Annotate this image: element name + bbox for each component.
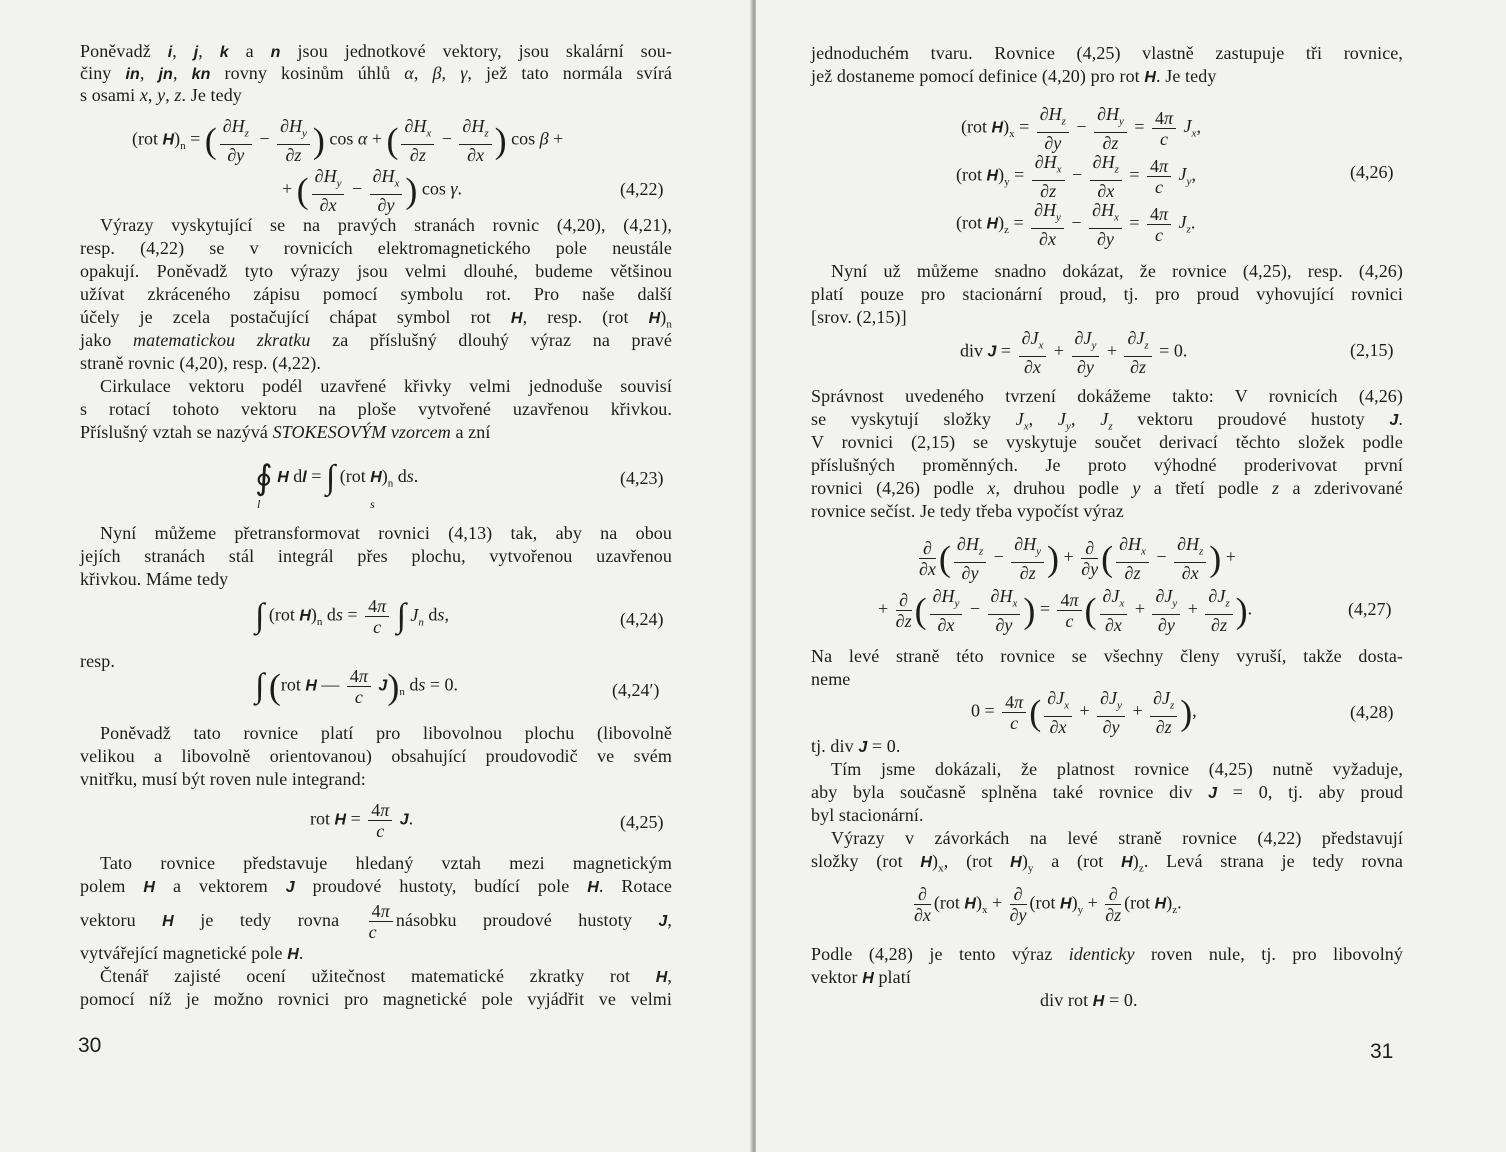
text-line: činy in, jn, kn rovny kosinům úhlů α, β, γ, jež tato normála svírá — [80, 63, 673, 83]
text-line: neme — [811, 669, 851, 689]
text-line: rovnice sečíst. Je tedy třeba vypočíst výraz — [811, 501, 1124, 521]
text-line: Nyní už můžeme snadno dokázat, že rovnice (4,25), resp. (4,26) — [831, 261, 1403, 281]
text-line: straně rovnic (4,20), resp. (4,22). — [80, 353, 321, 373]
equation-number: (4,24′) — [612, 680, 660, 700]
text-line: vnitřku, musí být roven nule integrand: — [80, 769, 366, 789]
left-page — [0, 0, 752, 1152]
text-line: Výrazy vyskytující se na pravých stranách rovnic (4,20), (4,21), — [100, 215, 672, 235]
text-line: jež dostaneme pomocí definice (4,20) pro rot H. Je tedy — [811, 66, 1217, 86]
equation-number: (2,15) — [1350, 340, 1394, 360]
text-line: Poněvadž tato rovnice platí pro libovolnou plochu (libovolně — [100, 723, 672, 743]
equation-4-27-line1: ∂ ∂x ( $\frac{\partial H_z}{\partial y}$ − $\frac{\partial H_y}{\partial z}$ ) + ∂ ∂y ( $\frac{\partial H_x}{\partial z}$ − $\frac{\partial H_z}{\partial x}$ ) + — [919, 534, 1236, 583]
text-line: užívat zkráceného zápisu pomocí symbolu rot. Pro naše další — [80, 284, 672, 304]
text-line: vektor H platí — [811, 967, 911, 987]
text-line: pomocí níž je možno rovnici pro magnetické pole vyjádřit ve velmi — [80, 989, 672, 1009]
text-line: velikou a libovolně orientovanou) obsahující proudovodič ve svém — [80, 746, 672, 766]
equation-4-25: rot H = $\frac{4\pi}{c}$ J. — [310, 800, 414, 841]
text-line: jednoduchém tvaru. Rovnice (4,25) vlastně zastupuje tři rovnice, — [811, 43, 1403, 63]
equation-div-rot: div rot H = 0. — [1040, 990, 1138, 1010]
text-line: Čtenář zajisté ocení užitečnost matematické zkratky rot H, — [100, 966, 672, 986]
text-line: V rovnici (2,15) se vyskytuje součet derivací těchto složek podle — [811, 432, 1403, 452]
text-line: jako matematickou zkratku za příslušný dlouhý výraz na pravé — [80, 330, 673, 350]
text-line: Příslušný vztah se nazývá STOKESOVÝM vzorcem a zní — [80, 422, 491, 442]
equation-4-27-line2: + ∂ ∂z ( $\frac{\partial H_y}{\partial x}$ − $\frac{\partial H_x}{\partial y}$ ) = $\frac{4\pi}{c}$ ( $\frac{\partial J_x}{\partial x}$ + $\frac{\partial J_y}{\partial y}$ + $\frac{\partial J_z}{\partial z}$ ). — [878, 586, 1253, 635]
page-number: 30 — [78, 1034, 102, 1057]
text-line: vektoru H je tedy rovna $\frac{4\pi}{c}$ násobku proudové hustoty J, — [80, 901, 672, 943]
text-line: polem H a vektorem J proudové hustoty, budící pole H. Rotace — [80, 876, 673, 896]
equation-4-24-prime: ∫ (rot H — $\frac{4\pi}{c}$ $J)_n$ ds = 0. — [255, 666, 458, 707]
text-line: Na levé straně této rovnice se všechny členy vyruší, takže dosta- — [811, 646, 1403, 666]
equation-number: (4,22) — [620, 179, 664, 199]
equation-4-22-line2: + ( $\frac{\partial H_y}{\partial x}$ − $\frac{\partial H_x}{\partial y}$ ) cos γ. — [282, 166, 462, 215]
equation-4-24: ∫ (rot $H)_n$ ds = $\frac{4\pi}{c}$ ∫ $J_n$ ds, — [255, 596, 449, 637]
text-line: opakují. Poněvadž tyto výrazy jsou velmi dlouhé, budeme většinou — [80, 261, 672, 281]
equation-number: (4,23) — [620, 468, 664, 488]
text-line: se vyskytují složky $J_x$, $J_y$, $J_z$ vektoru proudové hustoty J. — [811, 409, 1404, 433]
equation-4-28: 0 = $\frac{4\pi}{c}$ ( $\frac{\partial J_x}{\partial x}$ + $\frac{\partial J_y}{\partial y}$ + $\frac{\partial J_z}{\partial z}$ ), — [971, 688, 1197, 737]
equation-divergence-of-rot: ∂ ∂x (rot $H)_x$ + ∂ ∂y (rot $H)_y$ + ∂ ∂z (rot $H)_z$. — [914, 884, 1182, 925]
text-line: příslušných proměnných. Je proto výhodné proderivovat první — [811, 455, 1403, 475]
text-line: [srov. (2,15)] — [811, 307, 907, 327]
equation-number: (4,24) — [620, 609, 664, 629]
equation-4-23: ∮ H dl = ∫ (rot $H)_n$ ds. — [255, 459, 419, 497]
text-line: Nyní můžeme přetransformovat rovnici (4,13) tak, aby na obou — [100, 523, 672, 543]
equation-number: (4,28) — [1350, 702, 1394, 722]
text-line: křivkou. Máme tedy — [80, 569, 229, 589]
text-line: Správnost uvedeného tvrzení dokážeme takto: V rovnicích (4,26) — [811, 386, 1403, 406]
text-line: s osami x, y, z. Je tedy — [80, 85, 242, 105]
equation-number: (4,27) — [1348, 599, 1392, 619]
text-line: resp. — [80, 651, 115, 671]
equation-4-26-y: (rot $H)_y$ = $\frac{\partial H_x}{\partial z}$ − $\frac{\partial H_z}{\partial x}$ = $\frac{4\pi}{c}$ $J_y$, — [956, 152, 1196, 201]
equation-4-26-z: (rot $H)_z$ = $\frac{\partial H_y}{\partial x}$ − $\frac{\partial H_x}{\partial y}$ = $\frac{4\pi}{c}$ $J_z$. — [956, 200, 1196, 249]
text-line: tj. div J = 0. — [811, 736, 901, 756]
text-line: jejích stranách stál integrál přes plochu, vytvořenou uzavřenou — [80, 546, 672, 566]
text-line: Cirkulace vektoru podél uzavřené křivky velmi jednoduše souvisí — [100, 376, 672, 396]
text-line: s rotací tohoto vektoru na ploše vytvořené uzavřenou křivkou. — [80, 399, 672, 419]
text-line: vytvářející magnetické pole H. — [80, 943, 304, 963]
text-line: byl stacionární. — [811, 805, 924, 825]
text-line: Tato rovnice představuje hledaný vztah mezi magnetickým — [100, 853, 672, 873]
text-line: účely je zcela postačující chápat symbol rot H, resp. (rot $H)_n$ — [80, 307, 673, 331]
text-line: Podle (4,28) je tento výraz identicky roven nule, tj. pro libovolný — [811, 944, 1403, 964]
text-line: Tím jsme dokázali, že platnost rovnice (4,25) nutně vyžaduje, — [831, 759, 1403, 779]
equation-number: (4,25) — [620, 812, 664, 832]
text-line: resp. (4,22) se v rovnicích elektromagnetického pole neustále — [80, 238, 672, 258]
page-number: 31 — [1370, 1040, 1394, 1063]
text-line: Výrazy v závorkách na levé straně rovnice (4,22) představují — [831, 828, 1403, 848]
equation-2-15: div J = $\frac{\partial J_x}{\partial x}$ + $\frac{\partial J_y}{\partial y}$ + $\frac{\partial J_z}{\partial z}$ = 0. — [960, 328, 1188, 377]
text-line: aby byla současně splněna také rovnice div J = 0, tj. aby proud — [811, 782, 1403, 802]
equation-number: (4,26) — [1350, 162, 1394, 182]
text-line: složky (rot $H)_x$, (rot $H)_y$ a (rot $H)_z$. Levá strana je tedy rovna — [811, 851, 1403, 875]
equation-4-22-line1: (rot $H)_n$ = ( $\frac{\partial H_z}{\partial y}$ − $\frac{\partial H_y}{\partial z}$ ) cos α + ( $\frac{\partial H_x}{\partial z}$ − $\frac{\partial H_z}{\partial x}$ ) cos β + — [132, 116, 564, 165]
right-page — [756, 0, 1506, 1152]
integral-limit: l — [257, 497, 261, 511]
text-line: Poněvadž i, j, k a n jsou jednotkové vektory, jsou skalární sou- — [80, 41, 673, 61]
integral-limit: s — [370, 497, 375, 511]
text-line: rovnici (4,26) podle x, druhou podle y a třetí podle z a zderivované — [811, 478, 1404, 498]
equation-4-26-x: (rot $H)_x$ = $\frac{\partial H_z}{\partial y}$ − $\frac{\partial H_y}{\partial z}$ = $\frac{4\pi}{c}$ $J_x$, — [961, 104, 1201, 153]
text-line: platí pouze pro stacionární proud, tj. pro proud vyhovující rovnici — [811, 284, 1403, 304]
